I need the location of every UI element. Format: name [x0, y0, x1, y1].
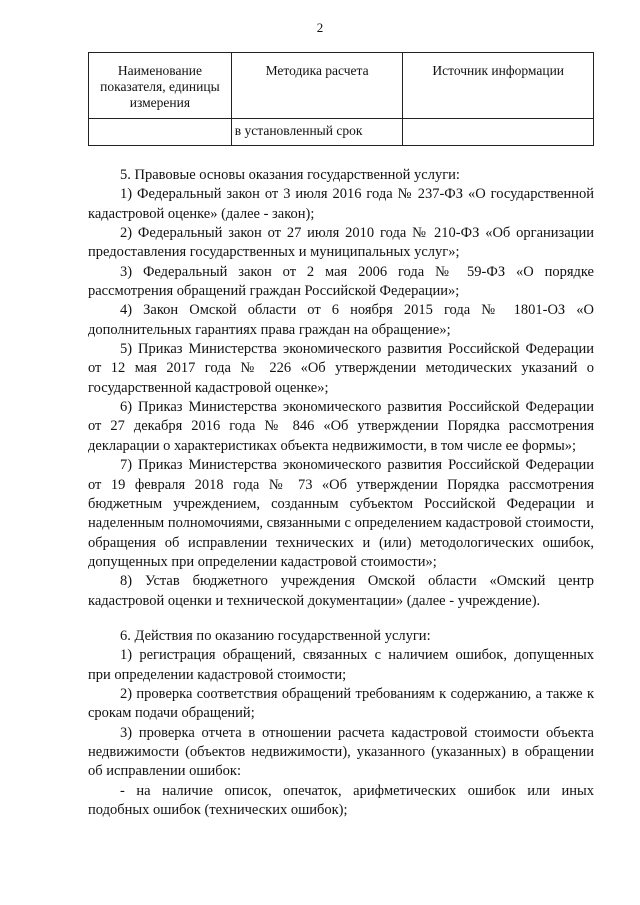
- list-item: 7) Приказ Министерства экономического развития Российской Федерации от 19 февраля 2018 года № 73 «Об утверждении Порядка рассмотрения бюджетным учреждением, созданным субъектом Российской Федерации и наделенным полномочиями, связанными с определением кадастровой стоимости, обращения об исправлении технических и (или) методологических ошибок, допущенных при определении кадастровой стоимости»;: [88, 457, 594, 570]
- section-6-heading: 6. Действия по оказанию государственной услуги:: [120, 627, 431, 644]
- list-item: 8) Устав бюджетного учреждения Омской области «Омский центр кадастровой оценки и технической документации» (далее - учреждение).: [88, 573, 594, 609]
- table-cell: [89, 119, 232, 146]
- list-item: 5) Приказ Министерства экономического развития Российской Федерации от 12 мая 2017 года № 226 «Об утверждении методических указаний о государственной кадастровой оценке»;: [88, 341, 594, 396]
- section-5-heading: 5. Правовые основы оказания государственной услуги:: [120, 167, 460, 183]
- list-item: 2) проверка соответствия обращений требованиям к содержанию, а также к срокам подачи обращений;: [88, 685, 594, 722]
- document-body: [88, 166, 594, 820]
- list-item: 2) Федеральный закон от 27 июля 2010 года № 210-ФЗ «Об организации предоставления государственных и муниципальных услуг»;: [88, 225, 594, 261]
- page-number: 2: [316, 20, 324, 35]
- table-cell: [403, 119, 594, 146]
- list-item: 3) проверка отчета в отношении расчета кадастровой стоимости объекта недвижимости (объектов недвижимости), указанного (указанных) в обращении об исправлении ошибок:: [88, 724, 594, 780]
- indicator-table: [88, 52, 594, 146]
- section-spacer: [88, 611, 594, 627]
- list-item: 3) Федеральный закон от 2 мая 2006 года № 59-ФЗ «О порядке рассмотрения обращений граждан Российской Федерации»;: [88, 263, 594, 300]
- table-header-cell: Методика расчета: [231, 53, 403, 119]
- table-header-cell: Источник информации: [403, 53, 594, 119]
- table-cell: в установленный срок: [231, 119, 403, 146]
- list-item: 1) Федеральный закон от 3 июля 2016 года № 237-ФЗ «О государственной кадастровой оценке» (далее - закон);: [88, 186, 594, 222]
- list-item: 6) Приказ Министерства экономического развития Российской Федерации от 27 декабря 2016 года № 846 «Об утверждении Порядка рассмотрения декларации о характеристиках объекта недвижимости, в том числе ее формы»;: [88, 399, 594, 454]
- list-item: - на наличие описок, опечаток, арифметических ошибок или иных подобных ошибок (технических ошибок);: [88, 782, 594, 818]
- table-header-row: [89, 53, 594, 119]
- table-header-cell: Наименование показателя, единицы измерения: [89, 53, 232, 119]
- list-item: 1) регистрация обращений, связанных с наличием ошибок, допущенных при определении кадастровой стоимости;: [88, 647, 594, 683]
- table-row: [89, 119, 594, 146]
- list-item: 4) Закон Омской области от 6 ноября 2015 года № 1801-ОЗ «О дополнительных гарантиях права граждан на обращение»;: [88, 302, 594, 338]
